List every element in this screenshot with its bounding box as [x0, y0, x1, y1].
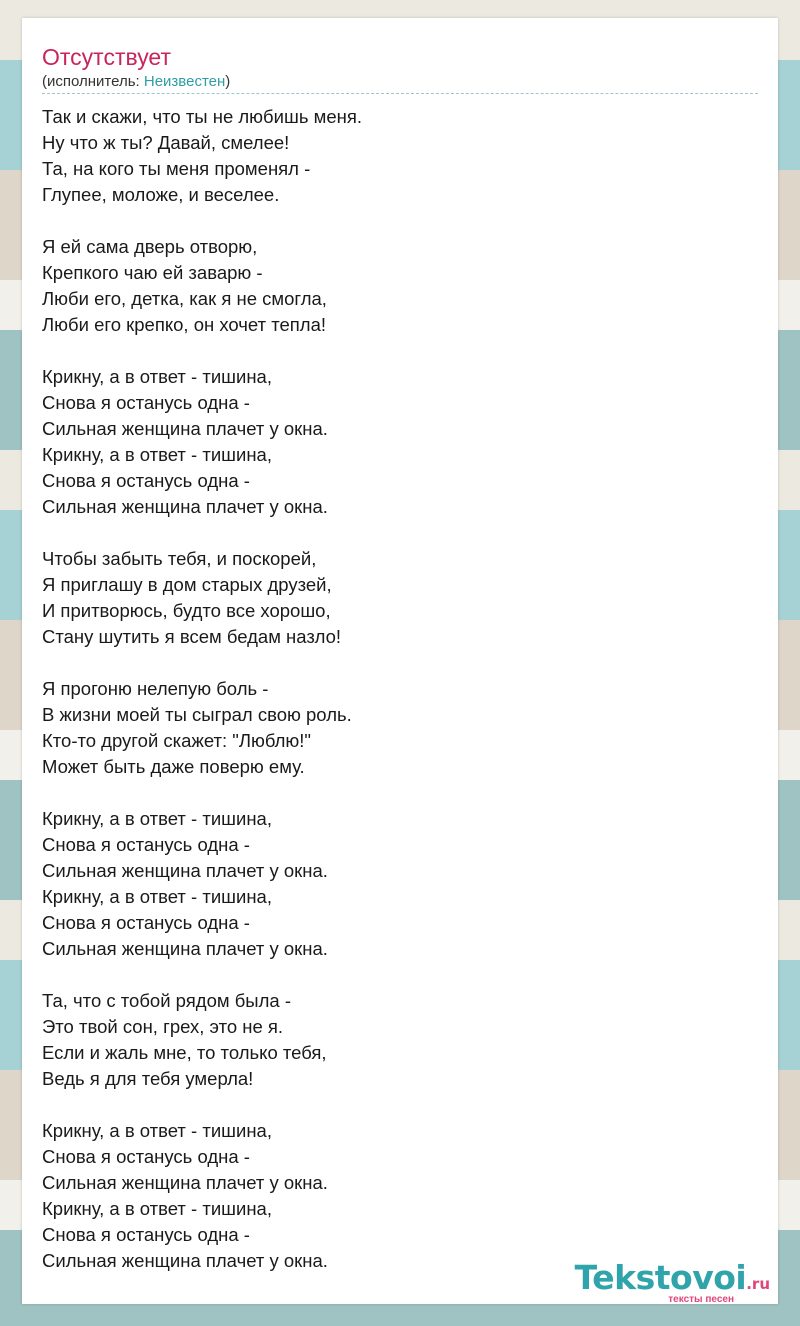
lyric-line: Снова я останусь одна -: [42, 470, 250, 491]
lyrics-stanza: [42, 676, 742, 780]
lyric-line: Крикну, а в ответ - тишина,: [42, 1120, 272, 1141]
lyric-line: И притворюсь, будто все хорошо,: [42, 600, 331, 621]
artist-prefix: (исполнитель:: [42, 73, 144, 90]
logo-main-text: Tekstovoi: [574, 1258, 747, 1297]
lyric-line: Люби его крепко, он хочет тепла!: [42, 314, 326, 335]
lyric-line: Крикну, а в ответ - тишина,: [42, 1198, 272, 1219]
site-logo[interactable]: [574, 1258, 770, 1305]
lyrics-stanza: [42, 1118, 742, 1274]
lyrics-card: [22, 18, 778, 1304]
lyric-line: Крикну, а в ответ - тишина,: [42, 808, 272, 829]
lyric-line: В жизни моей ты сыграл свою роль.: [42, 704, 352, 725]
lyric-line: Сильная женщина плачет у окна.: [42, 938, 328, 959]
lyric-line: Ну что ж ты? Давай, смелее!: [42, 132, 290, 153]
lyric-line: Сильная женщина плачет у окна.: [42, 1172, 328, 1193]
lyric-line: Снова я останусь одна -: [42, 1224, 250, 1245]
lyric-line: Это твой сон, грех, это не я.: [42, 1016, 284, 1037]
logo-tagline: тексты песен: [668, 1294, 734, 1305]
lyric-line: Люби его, детка, как я не смогла,: [42, 288, 327, 309]
lyric-line: Кто-то другой скажет: "Люблю!": [42, 730, 311, 751]
lyrics-body: [42, 104, 742, 1274]
logo-domain-suffix: .ru: [746, 1275, 770, 1293]
lyric-line: Сильная женщина плачет у окна.: [42, 860, 328, 881]
lyric-line: Снова я останусь одна -: [42, 834, 250, 855]
lyric-line: Снова я останусь одна -: [42, 1146, 250, 1167]
lyric-line: Чтобы забыть тебя, и поскорей,: [42, 548, 317, 569]
lyric-line: Крепкого чаю ей заварю -: [42, 262, 263, 283]
lyric-line: Сильная женщина плачет у окна.: [42, 1250, 328, 1271]
lyric-line: Может быть даже поверю ему.: [42, 756, 305, 777]
lyric-line: Глупее, моложе, и веселее.: [42, 184, 280, 205]
lyrics-stanza: [42, 364, 742, 520]
lyric-line: Крикну, а в ответ - тишина,: [42, 366, 272, 387]
artist-link[interactable]: Неизвестен: [143, 73, 226, 90]
lyric-line: Снова я останусь одна -: [42, 392, 250, 413]
lyrics-stanza: [42, 806, 742, 962]
song-title: Отсутствует: [42, 44, 171, 70]
lyric-line: Если и жаль мне, то только тебя,: [42, 1042, 327, 1063]
lyric-line: Ведь я для тебя умерла!: [42, 1068, 254, 1089]
lyric-line: Та, на кого ты меня променял -: [42, 158, 311, 179]
lyric-line: Я прогоню нелепую боль -: [42, 678, 269, 699]
lyric-line: Стану шутить я всем бедам назло!: [42, 626, 342, 647]
lyric-line: Я приглашу в дом старых друзей,: [42, 574, 332, 595]
lyric-line: Сильная женщина плачет у окна.: [42, 496, 328, 517]
lyric-line: Сильная женщина плачет у окна.: [42, 418, 328, 439]
lyric-line: Снова я останусь одна -: [42, 912, 250, 933]
title-divider: [42, 93, 758, 94]
lyrics-stanza: [42, 546, 742, 650]
lyrics-stanza: [42, 104, 742, 208]
lyric-line: Та, что с тобой рядом была -: [42, 990, 291, 1011]
lyric-line: Крикну, а в ответ - тишина,: [42, 444, 272, 465]
lyric-line: Я ей сама дверь отворю,: [42, 236, 258, 257]
lyrics-stanza: [42, 234, 742, 338]
lyric-line: Так и скажи, что ты не любишь меня.: [42, 106, 362, 127]
lyric-line: Крикну, а в ответ - тишина,: [42, 886, 272, 907]
lyrics-stanza: [42, 988, 742, 1092]
artist-suffix: ): [225, 73, 231, 90]
artist-line: [42, 73, 230, 91]
